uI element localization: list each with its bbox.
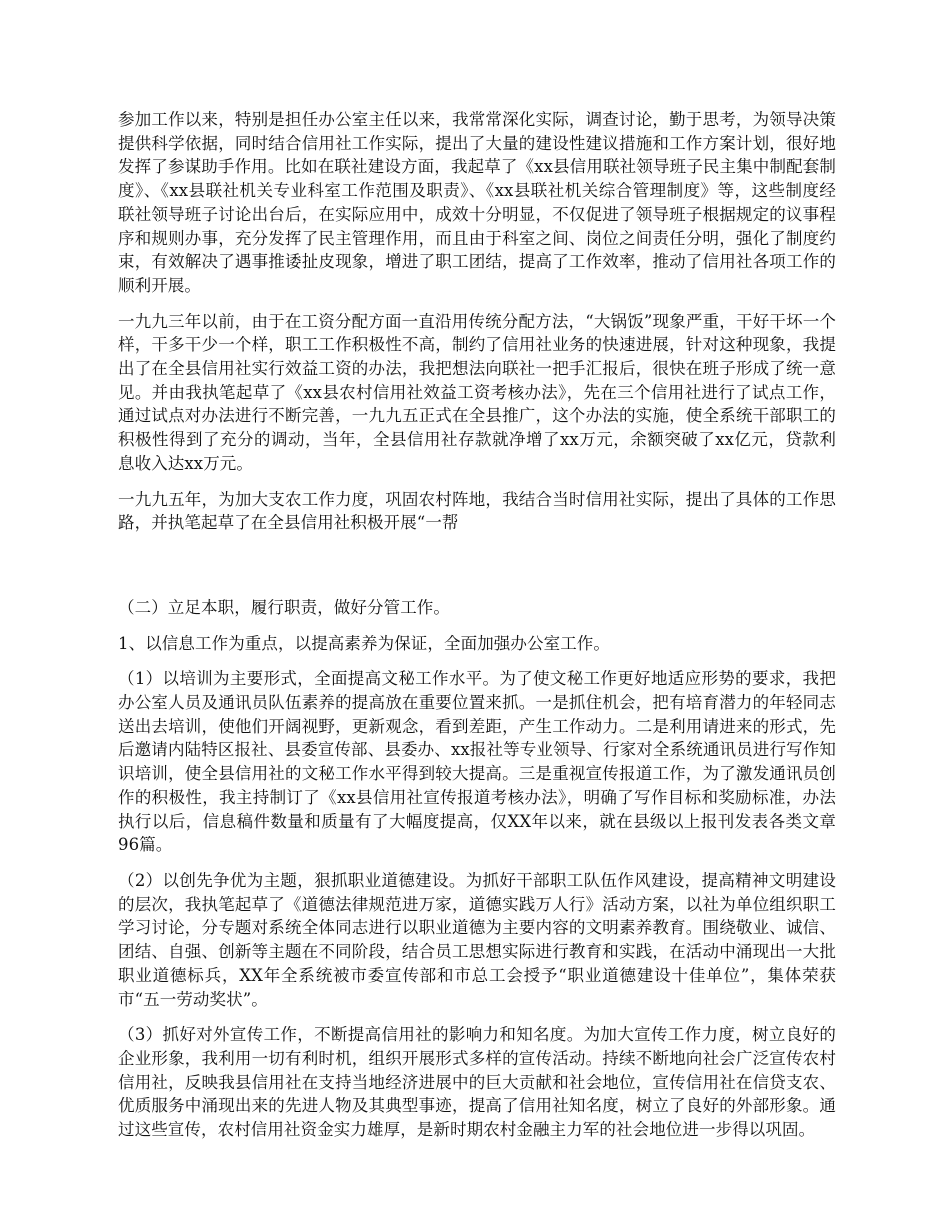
section-gap bbox=[118, 547, 836, 596]
paragraph-agriculture-support: 一九九五年，为加大支农工作力度，巩固农村阵地，我结合当时信用社实际，提出了具体的工作思路，并执笔起草了在全县信用社积极开展“一帮 bbox=[118, 489, 836, 533]
paragraph-staff-office-work: 参加工作以来，特别是担任办公室主任以来，我常常深化实际，调查讨论，勤于思考，为领导决策提供科学依据，同时结合信用社工作实际，提出了大量的建设性建议措施和工作方案计划，很好地发挥了参谋助手作用。比如在联社建设方面，我起草了《xx县信用联社领导班子民主集中制配套制度》、《xx县联社机关专业科室工作范围及职责》、《xx县联社机关综合管理制度》等，这些制度经联社领导班子讨论出台后，在实际应用中，成效十分明显，不仅促进了领导班子根据规定的议事程序和规则办事，充分发挥了民主管理作用，而且由于科室之间、岗位之间责任分明，强化了制度约束，有效解决了遇事推诿扯皮现象，增进了职工团结，提高了工作效率，推动了信用社各项工作的顺利开展。 bbox=[118, 110, 836, 295]
section-heading-duties: （二）立足本职，履行职责，做好分管工作。 bbox=[118, 597, 450, 617]
paragraph-training: （1）以培训为主要形式，全面提高文秘工作水平。为了使文秘工作更好地适应形势的要求，我把办公室人员及通讯员队伍素养的提高放在重要位置来抓。一是抓住机会，把有培育潜力的年轻同志送出去培训，使他们开阔视野，更新观念，看到差距，产生工作动力。二是利用请进来的形式，先后邀请内陆特区报社、县委宣传部、县委办、xx报社等专业领导、行家对全系统通讯员进行写作知识培训，使全县信用社的文秘工作水平得到较大提高。三是重视宣传报道工作，为了激发通讯员创作的积极性，我主持制订了《xx县信用社宣传报道考核办法》，明确了写作目标和奖励标准，办法执行以后，信息稿件数量和质量有了大幅度提高，仅XX年以来，就在县级以上报刊发表各类文章96篇。 bbox=[118, 669, 836, 855]
subheading-office-work: 1、以信息工作为重点，以提高素养为保证，全面加强办公室工作。 bbox=[118, 633, 610, 653]
document-page bbox=[118, 108, 836, 1154]
paragraph-publicity: （3）抓好对外宣传工作，不断提高信用社的影响力和知名度。为加大宣传工作力度，树立良好的企业形象，我利用一切有利时机，组织开展形式多样的宣传活动。持续不断地向社会广泛宣传农村信用社，反映我县信用社在支持当地经济进展中的巨大贡献和社会地位，宣传信用社在信贷支农、优质服务中涌现出来的先进人物及其典型事迹，提高了信用社知名度，树立了良好的外部形象。通过这些宣传，农村信用社资金实力雄厚，是新时期农村金融主力军的社会地位进一步得以巩固。 bbox=[118, 1025, 836, 1140]
paragraph-ethics: （2）以创先争优为主题，狠抓职业道德建设。为抓好干部职工队伍作风建设，提高精神文明建设的层次，我执笔起草了《道德法律规范进万家，道德实践万人行》活动方案，以社为单位组织职工学习讨论，分专题对系统全体同志进行以职业道德为主要内容的文明素养教育。围绕敬业、诚信、团结、自强、创新等主题在不同阶段，结合员工思想实际进行教育和实践，在活动中涌现出一大批职业道德标兵，XX年全系统被市委宣传部和市总工会授予“职业道德建设十佳单位”，集体荣获市“五一劳动奖状”。 bbox=[118, 870, 836, 1009]
paragraph-wage-reform: 一九九三年以前，由于在工资分配方面一直沿用传统分配方法，“大锅饭”现象严重，干好干坏一个样，干多干少一个样，职工工作积极性不高，制约了信用社业务的快速进展，针对这种现象，我提出了在全县信用社实行效益工资的办法，我把想法向联社一把手汇报后，很快在班子形成了统一意见。并由我执笔起草了《xx县农村信用社效益工资考核办法》，先在三个信用社进行了试点工作，通过试点对办法进行不断完善，一九九五正式在全县推广，这个办法的实施，使全系统干部职工的积极性得到了充分的调动，当年，全县信用社存款就净增了xx万元，余额突破了xx亿元，贷款利息收入达xx万元。 bbox=[118, 311, 836, 473]
